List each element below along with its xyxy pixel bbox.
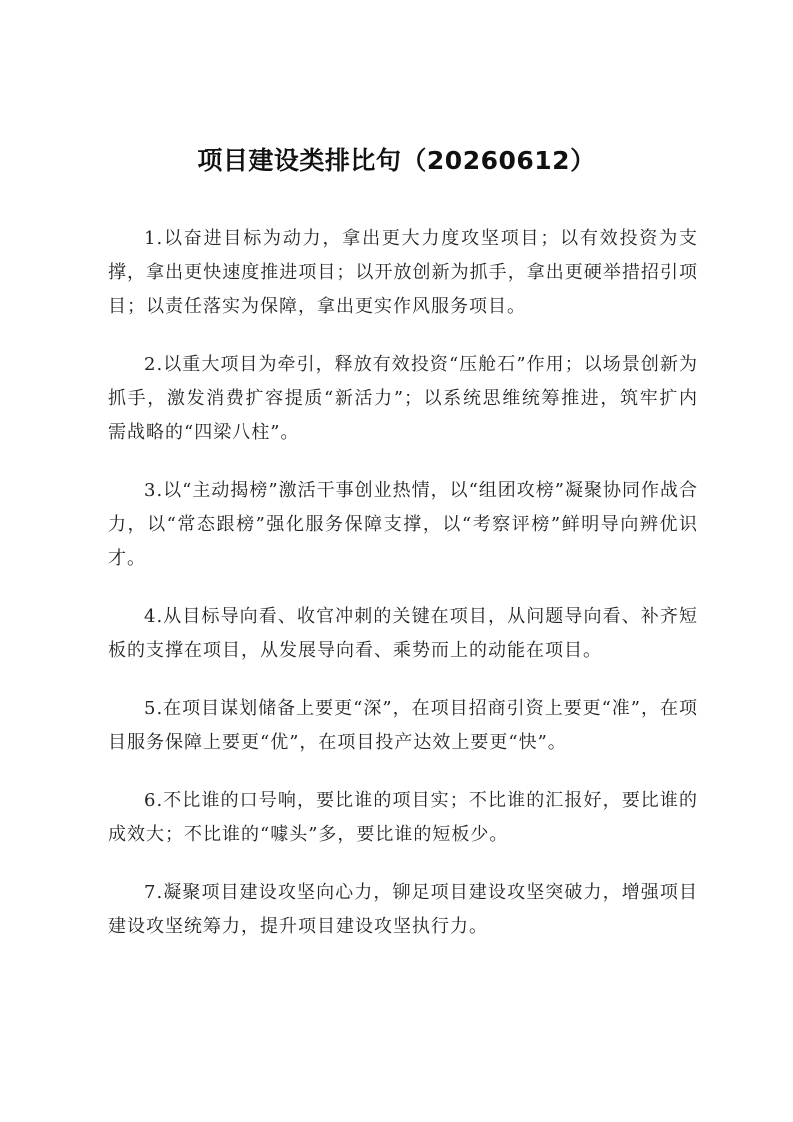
paragraph-3: 3.以“主动揭榜”激活干事创业热情，以“组团攻榜”凝聚协同作战合力，以“常态跟榜”强化服务保障支撑，以“考察评榜”鲜明导向辨优识才。: [108, 480, 698, 569]
document-title: 项目建设类排比句（20260612）: [197, 146, 596, 175]
paragraph-7: 7.凝聚项目建设攻坚向心力，铆足项目建设攻坚突破力，增强项目建设攻坚统筹力，提升项目建设攻坚执行力。: [108, 882, 698, 937]
paragraph-5: 5.在项目谋划储备上要更“深”，在项目招商引资上要更“准”，在项目服务保障上要更“优”，在项目投产达效上要更“快”。: [108, 698, 698, 753]
paragraph-4: 4.从目标导向看、收官冲刺的关键在项目，从问题导向看、补齐短板的支撑在项目，从发展导向看、乘势而上的动能在项目。: [108, 606, 698, 661]
document-body: [108, 222, 698, 968]
paragraph-1: 1.以奋进目标为动力，拿出更大力度攻坚项目；以有效投资为支撑，拿出更快速度推进项目；以开放创新为抓手，拿出更硬举措招引项目；以责任落实为保障，拿出更实作风服务项目。: [108, 228, 698, 317]
paragraph-6: 6.不比谁的口号响，要比谁的项目实；不比谁的汇报好，要比谁的成效大；不比谁的“噱头”多，要比谁的短板少。: [108, 790, 698, 845]
paragraph-2: 2.以重大项目为牵引，释放有效投资“压舱石”作用；以场景创新为抓手，激发消费扩容提质“新活力”；以系统思维统筹推进，筑牢扩内需战略的“四梁八柱”。: [108, 354, 698, 443]
